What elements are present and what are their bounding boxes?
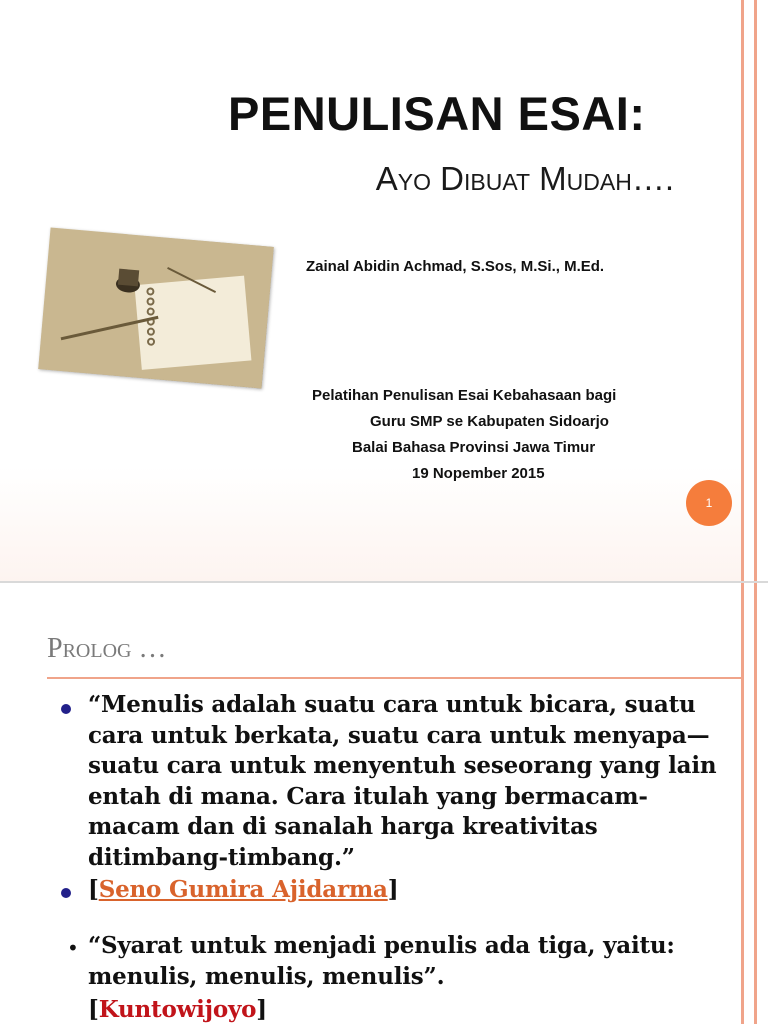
event-line-4: 19 Nopember 2015 [412, 465, 545, 482]
notebook-pen-photo-icon [38, 228, 274, 389]
quote-kuntowijoyo: “Syarat untuk menjadi penulis ada tiga, yaitu: menulis, menulis, menulis”. [88, 932, 675, 990]
slide-border-line [741, 0, 744, 583]
author-name: Zainal Abidin Achmad, S.Sos, M.Si., M.Ed. [306, 258, 605, 275]
page-number-badge: 1 [686, 480, 732, 526]
event-line-1: Pelatihan Penulisan Esai Kebahasaan bagi [312, 387, 617, 404]
slide-border-line [754, 583, 757, 1024]
quote-seno: “Menulis adalah suatu cara untuk bicara, suatu cara untuk berkata, suatu cara untuk menyapa—suatu cara untuk menyentuh seseorang yang lain entah di mana. Cara itulah yang bermacam-macam dan di sanalah harga kreativitas ditimbang-timbang.” [88, 691, 717, 871]
slide-border-line [741, 583, 744, 1024]
attribution-seno: [Seno Gumira Ajidarma] [88, 876, 399, 903]
event-line-3: Balai Bahasa Provinsi Jawa Timur [352, 439, 596, 456]
slide-subtitle: Ayo Dibuat Mudah…. [375, 160, 674, 197]
bullet-icon [61, 704, 71, 714]
seno-link[interactable]: Seno Gumira Ajidarma [98, 876, 388, 903]
heading-underline [47, 677, 741, 679]
attribution-kuntowijoyo: [Kuntowijoyo] [88, 996, 267, 1023]
event-line-2: Guru SMP se Kabupaten Sidoarjo [370, 413, 609, 430]
slide-title: PENULISAN ESAI: [228, 87, 646, 140]
slide-border-line [754, 0, 757, 583]
prolog-slide [0, 583, 768, 1024]
bullet-dot-icon: • [67, 936, 79, 960]
section-heading: Prolog … [47, 633, 167, 664]
kuntowijoyo-name: Kuntowijoyo [98, 996, 257, 1023]
bullet-icon [61, 888, 71, 898]
